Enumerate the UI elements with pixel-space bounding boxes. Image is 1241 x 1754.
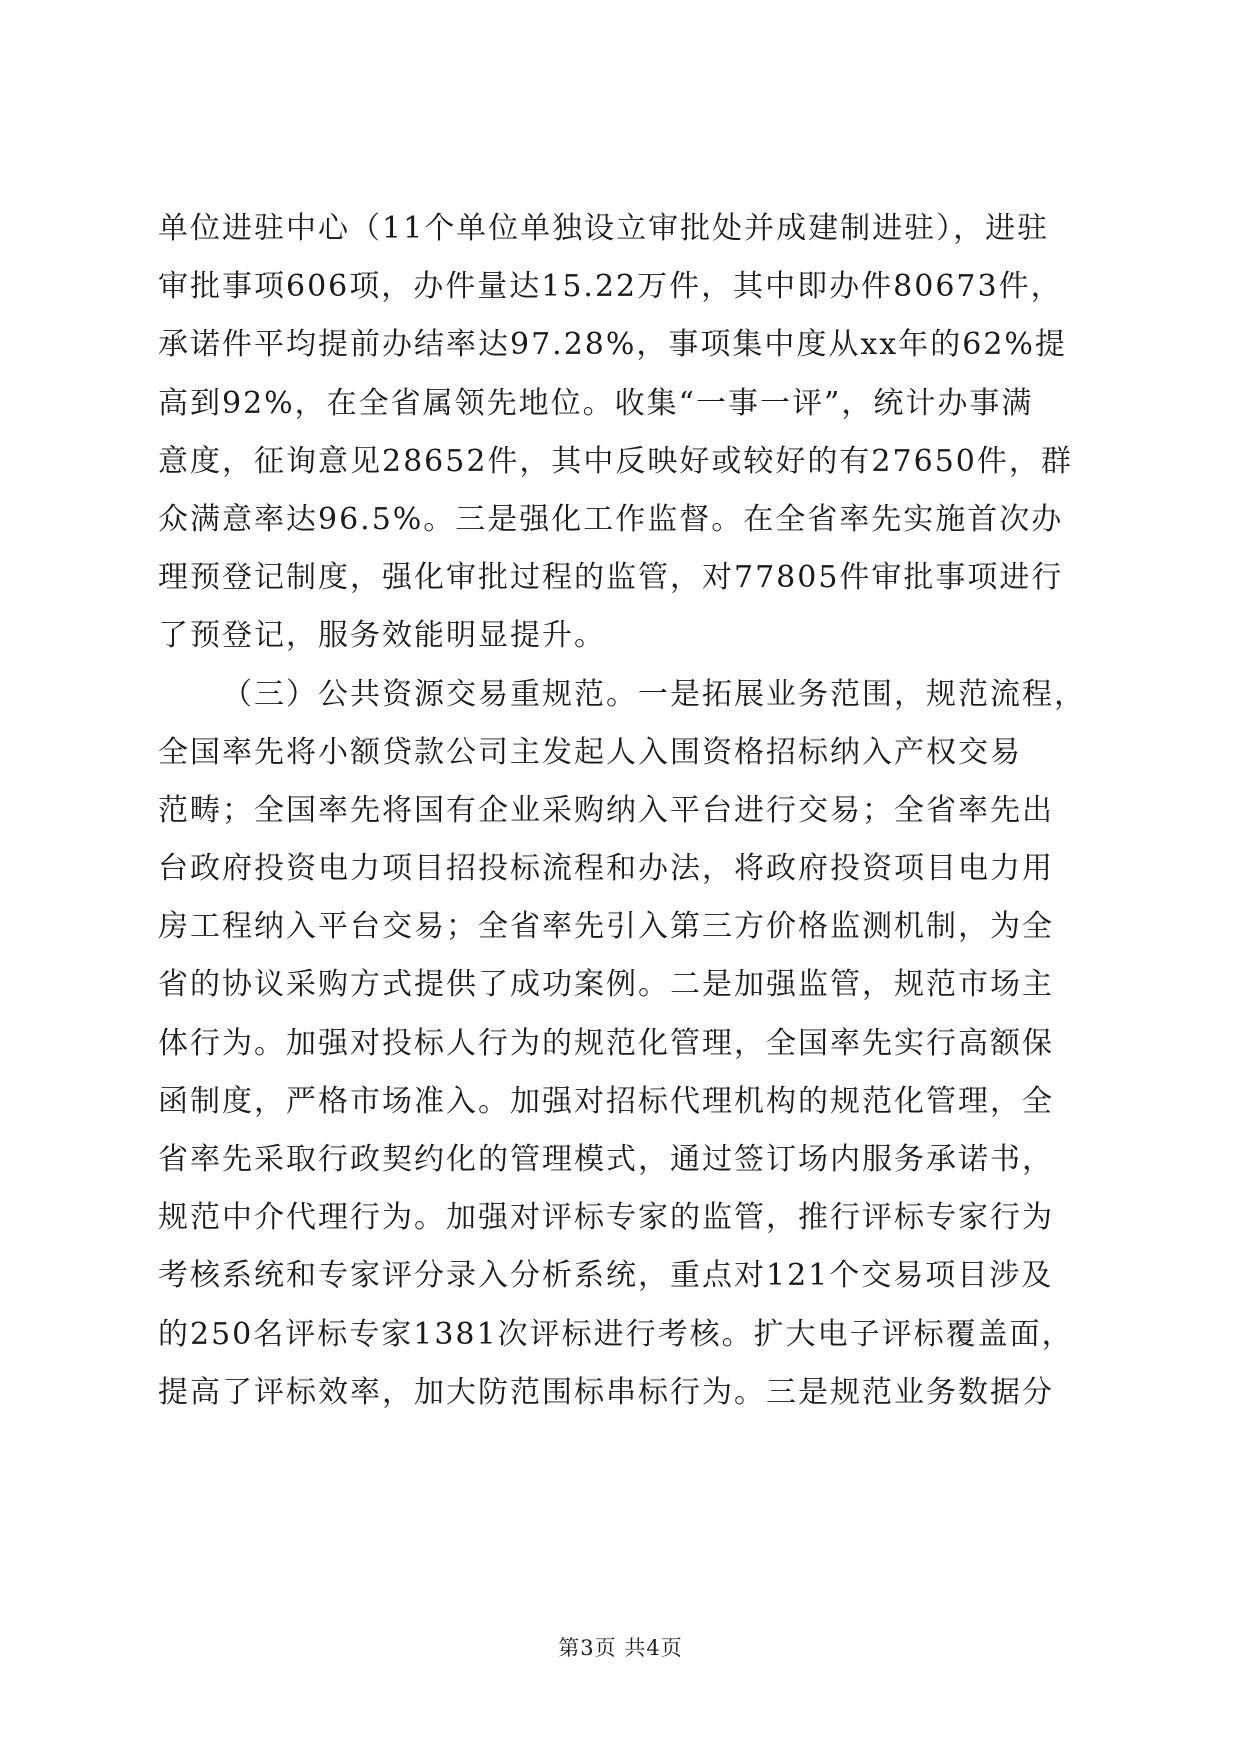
- page-footer: [0, 1632, 1241, 1662]
- text-line: 单位进驻中心（11个单位单独设立审批处并成建制进驻），进驻: [158, 211, 1050, 246]
- page-number-label: 第3页 共4页: [558, 1636, 683, 1660]
- text-line: 高到92%，在全省属领先地位。收集“一事一评”，统计办事满: [158, 385, 1034, 421]
- text-line: 审批事项606项，办件量达15.22万件，其中即办件80673件，: [158, 269, 1063, 305]
- text-line: 规范中介代理行为。加强对评标专家的监管，推行评标专家行为: [158, 1200, 1054, 1236]
- text-line: 范畴；全国率先将国有企业采购纳入平台进行交易；全省率先出: [158, 792, 1054, 828]
- text-line: 提高了评标效率，加大防范围标串标行为。三是规范业务数据分: [158, 1374, 1054, 1410]
- text-line: 意度，征询意见28652件，其中反映好或较好的有27650件，群: [158, 443, 1073, 479]
- text-line: 房工程纳入平台交易；全省率先引入第三方价格监测机制，为全: [158, 909, 1054, 945]
- text-line: 函制度，严格市场准入。加强对招标代理机构的规范化管理，全: [158, 1083, 1054, 1119]
- text-line: 省的协议采购方式提供了成功案例。二是加强监管，规范市场主: [158, 967, 1054, 1003]
- paragraph-start-line: （三）公共资源交易重规范。一是拓展业务范围，规范流程，: [222, 676, 1086, 712]
- text-line: 了预登记，服务效能明显提升。: [158, 618, 606, 654]
- text-line: 省率先采取行政契约化的管理模式，通过签订场内服务承诺书，: [158, 1142, 1054, 1177]
- text-line: 承诺件平均提前办结率达97.28%，事项集中度从xx年的62%提: [158, 327, 1067, 363]
- text-line: 考核系统和专家评分录入分析系统，重点对121个交易项目涉及: [158, 1258, 1054, 1294]
- text-line: 众满意率达96.5%。三是强化工作监督。在全省率先实施首次办: [158, 501, 1064, 537]
- text-line: 全国率先将小额贷款公司主发起人入围资格招标纳入产权交易: [158, 734, 1022, 770]
- text-line: 理预登记制度，强化审批过程的监管，对77805件审批事项进行: [158, 560, 1064, 596]
- text-line: 的250名评标专家1381次评标进行考核。扩大电子评标覆盖面，: [158, 1316, 1074, 1352]
- text-line: 台政府投资电力项目招投标流程和办法，将政府投资项目电力用: [158, 851, 1054, 887]
- text-line: 体行为。加强对投标人行为的规范化管理，全国率先实行高额保: [158, 1025, 1054, 1061]
- body-text: [158, 200, 1118, 1422]
